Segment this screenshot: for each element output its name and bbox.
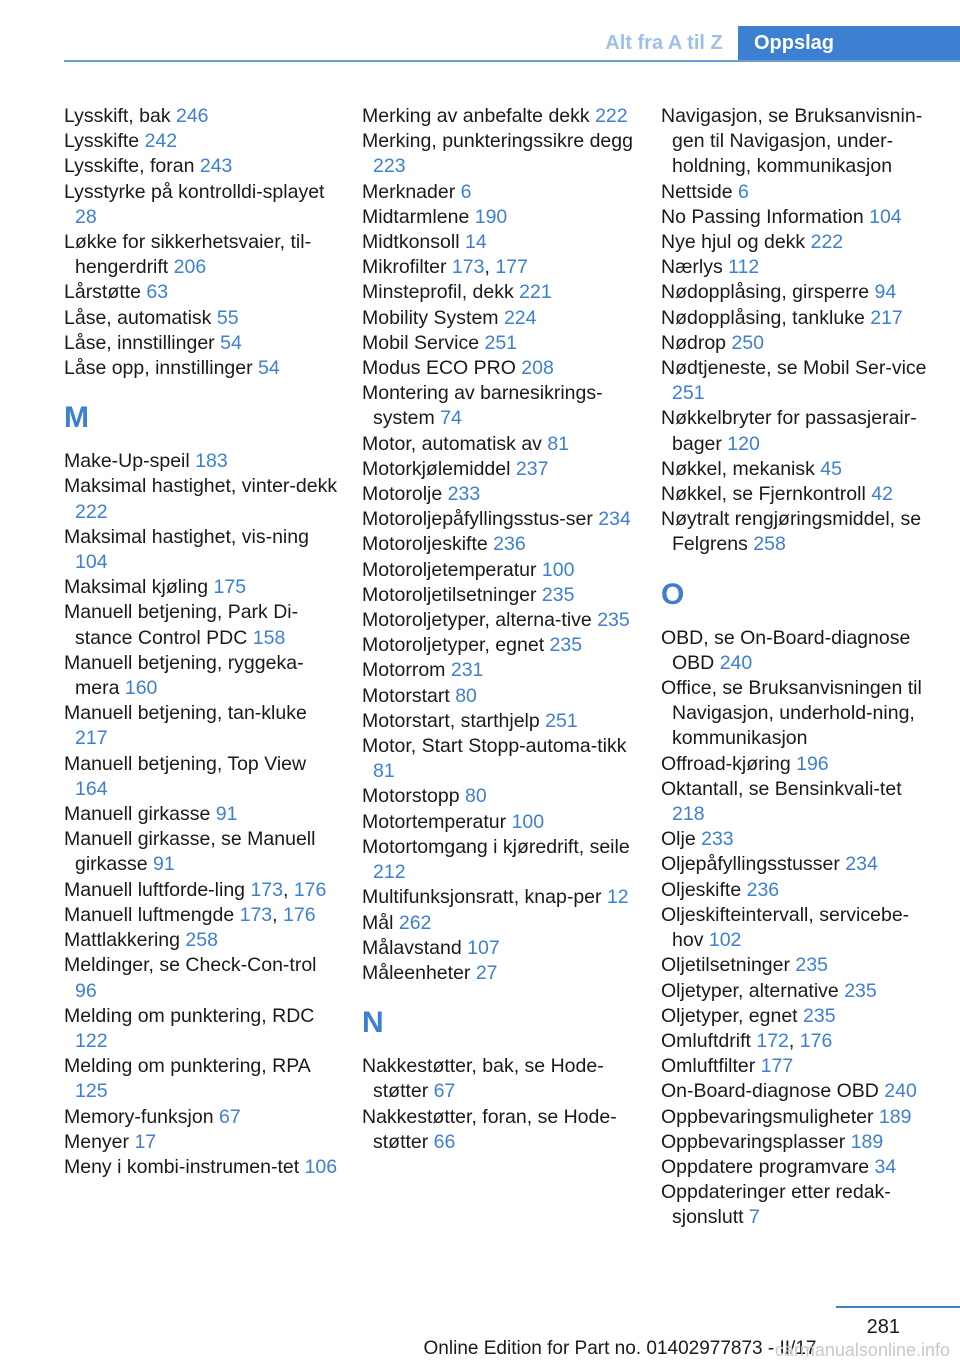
index-entry [661,1054,936,1079]
page-link[interactable]: 42 [871,483,893,506]
index-term: Nakkestøtter, foran, se Hode-støtter [362,1105,617,1153]
page-link[interactable]: 80 [464,785,487,808]
index-entry [64,878,339,903]
page-link[interactable]: 67 [218,1105,241,1128]
index-entry [64,129,339,154]
index-entry [362,810,637,835]
page-link[interactable]: 102 [708,929,742,952]
page-link[interactable]: 6 [737,180,749,203]
index-entry [64,701,339,751]
page-link[interactable]: 212 [373,861,406,884]
page-link[interactable]: 196 [796,752,829,775]
page-link[interactable]: 222 [810,231,844,254]
index-entry [661,626,936,676]
index-entry [64,230,339,280]
index-term: Oljetyper, alternative [661,979,845,1002]
page-link[interactable]: 94 [874,281,897,304]
index-entry [64,802,339,827]
index-term: Motorstart, starthjelp [362,709,546,732]
index-entry [64,449,339,474]
index-entry [362,507,637,532]
index-term: Motorkjølemiddel [362,457,516,480]
index-entry [362,658,637,683]
index-entry [362,1105,637,1155]
index-entry [661,507,936,557]
index-entry [661,777,936,827]
index-entry [362,129,637,179]
page-link[interactable]: 233 [447,483,481,506]
page-link[interactable]: 173 [239,903,273,926]
index-term: Manuell betjening, tan-kluke [64,702,307,725]
index-entry [661,1130,936,1155]
index-term: Motortemperatur [362,810,512,833]
index-entry [362,532,637,557]
index-term: Oljepåfyllingsstusser [661,853,846,876]
index-term: Låse opp, innstillinger [64,357,259,380]
page-link[interactable]: 107 [467,936,500,959]
page-link[interactable]: 189 [878,1105,912,1128]
index-term: Nakkestøtter, bak, se Hode-støtter [362,1055,604,1103]
index-term: Oljeskifte [661,878,747,901]
index-entry [64,903,339,928]
index-entry [362,734,637,784]
index-entry [661,331,936,356]
index-term: Lysskifte, foran [64,155,200,178]
page-link[interactable]: 235 [795,954,828,977]
index-entry [362,1054,637,1104]
index-term: On-Board-diagnose OBD [661,1080,885,1103]
page-link[interactable]: 235 [803,1004,836,1027]
index-term: Nødopplåsing, tankluke [661,306,871,329]
index-entry [661,230,936,255]
index-entry [661,1155,936,1180]
page-link[interactable]: 158 [252,626,286,649]
page-link[interactable]: 234 [845,853,878,876]
page-link[interactable]: 17 [134,1130,157,1153]
footer-divider [836,1306,960,1308]
index-term: Maksimal hastighet, vinter-dekk [64,475,338,498]
index-entry [362,684,637,709]
page-link[interactable]: 81 [373,760,395,783]
page-link[interactable]: 218 [672,803,705,826]
page-link[interactable]: 104 [75,551,108,574]
index-term: Omluftfilter [661,1055,761,1078]
page-link[interactable]: 206 [173,256,207,279]
page-link[interactable]: 258 [753,533,786,556]
index-entry [362,835,637,885]
index-entry [64,600,339,650]
header-divider [64,60,960,62]
page-link[interactable]: 125 [75,1080,108,1103]
page-link[interactable]: 91 [153,853,175,876]
index-term: Manuell luftforde-ling [64,878,251,901]
index-entry [64,525,339,575]
page-separator: , [282,878,294,901]
index-term: Mål [362,911,399,934]
index-term: Oktantall, se Bensinkvali-tet [661,777,902,800]
index-term: Modus ECO PRO [362,357,522,380]
index-term: Memory-funksjon [64,1105,219,1128]
index-entry [362,306,637,331]
index-term: Motoroljetyper, alterna-tive [362,609,598,632]
index-term: Mobil Service [362,331,485,354]
page-separator: , [788,1029,800,1052]
index-entry [64,306,339,331]
index-entry [661,1180,936,1230]
index-term: Oppbevaringsplasser [661,1130,851,1153]
index-entry [362,280,637,305]
page-link[interactable]: 63 [146,281,169,304]
index-term: Nøkkelbryter for passasjerair-bager [661,407,917,455]
index-entry [661,1004,936,1029]
page-link[interactable]: 236 [493,533,526,556]
index-entry [661,482,936,507]
index-term: Nettside [661,180,738,203]
index-term: Merking av anbefalte dekk [362,105,596,127]
index-entry [64,953,339,1003]
page-link[interactable]: 236 [746,878,780,901]
index-term: Motorstopp [362,785,465,808]
index-letter-heading: O [661,577,685,611]
index-entry [362,936,637,961]
page-link[interactable]: 81 [547,432,570,455]
index-term: Motor, automatisk av [362,432,548,455]
page-link[interactable]: 173 [451,256,485,279]
index-entry [362,885,637,910]
index-entry [64,1130,339,1155]
index-entry [362,356,637,381]
index-term: Oppdateringer etter redak-sjonslutt [661,1181,891,1229]
page-link[interactable]: 54 [220,331,242,354]
page-link[interactable]: 246 [175,105,209,127]
header-tab-label: Oppslag [738,26,960,60]
index-term: Manuell girkasse, se Manuell girkasse [64,828,316,876]
index-term: Motoroljetyper, egnet [362,634,550,657]
index-term: Måleenheter [362,961,476,984]
page-link[interactable]: 6 [460,180,472,203]
index-term: Oljetyper, egnet [661,1004,804,1027]
page-link[interactable]: 231 [450,659,484,682]
index-term: Navigasjon, se Bruksanvisnin-gen til Navigasjon, under-holdning, kommunikasjon [661,105,923,178]
index-entry [661,255,936,280]
page-link[interactable]: 250 [731,331,764,354]
page-link[interactable]: 104 [869,205,902,228]
index-term: Målavstand [362,936,468,959]
index-entry [661,878,936,903]
page-link[interactable]: 28 [75,205,97,228]
index-entry [64,651,339,701]
index-term: Motoroljetilsetninger [362,583,542,606]
index-entry [661,827,936,852]
page-link[interactable]: 234 [598,508,631,531]
page-link[interactable]: 251 [484,331,518,354]
index-entry [362,633,637,658]
page-link[interactable]: 221 [519,281,552,304]
page-link[interactable]: 164 [75,777,108,800]
page-link[interactable]: 80 [455,684,477,707]
index-term: Mikrofilter [362,256,452,279]
page-link[interactable]: 12 [606,886,629,909]
index-term: Manuell betjening, Park Di-stance Control PDC [64,601,299,649]
index-entry [362,457,637,482]
page-link[interactable]: 240 [719,651,753,674]
page-link[interactable]: 222 [75,500,108,523]
index-entry [64,280,339,305]
index-entry [661,903,936,953]
index-term: Oljeskifteintervall, servicebe-hov [661,903,910,952]
index-term: Midtarmlene [362,205,475,228]
index-term: Oppbevaringsmuligheter [661,1105,879,1128]
index-term: Mattlakkering [64,929,186,952]
index-term: Nye hjul og dekk [661,231,811,254]
index-entry [661,356,936,406]
page-link[interactable]: 189 [850,1130,884,1153]
index-entry [362,104,637,129]
page-link[interactable]: 208 [521,357,554,380]
page-link[interactable]: 183 [195,450,228,473]
index-entry [661,205,936,230]
index-term: Mobility System [362,306,504,329]
index-entry [661,104,936,180]
page-separator: , [484,256,496,279]
index-term: Midtkonsoll [362,231,465,254]
index-term: Nærlys [661,256,729,279]
page-link[interactable]: 106 [304,1155,338,1178]
page-link[interactable]: 160 [124,677,158,700]
index-column-1 [64,104,339,1180]
index-term: Manuell betjening, Top View [64,752,307,775]
page-link[interactable]: 55 [216,306,239,329]
page-link[interactable]: 217 [870,306,903,329]
index-term: Offroad-kjøring [661,752,797,775]
page-link[interactable]: 222 [595,105,628,127]
index-entry [362,432,637,457]
index-entry [64,180,339,230]
index-entry [661,457,936,482]
page-link[interactable]: 176 [283,903,316,926]
index-entry [362,331,637,356]
index-entry [362,381,637,431]
page-link[interactable]: 177 [495,256,528,279]
index-term: Manuell betjening, ryggeka-mera [64,651,304,700]
index-entry [362,558,637,583]
page-link[interactable]: 235 [541,583,575,606]
index-term: Maksimal kjøling [64,576,214,599]
index-term: Meny i kombi-instrumen-tet [64,1155,305,1178]
index-entry [362,608,637,633]
edition-note: Online Edition for Part no. 01402977873 - II/17 [423,1338,817,1359]
index-term: No Passing Information [661,205,870,228]
index-term: Merking, punkteringssikre degg [362,130,633,153]
index-entry [64,827,339,877]
index-term: Maksimal hastighet, vis-ning [64,525,309,548]
index-entry [661,180,936,205]
index-letter-heading: M [64,401,89,435]
index-entry [64,331,339,356]
page-link[interactable]: 100 [511,810,545,833]
page-link[interactable]: 34 [874,1155,897,1178]
index-entry [362,482,637,507]
page-link[interactable]: 91 [215,803,238,826]
page-link[interactable]: 235 [549,634,583,657]
page-link[interactable]: 14 [464,231,487,254]
index-entry [64,928,339,953]
index-entry [64,1105,339,1130]
page-link[interactable]: 172 [756,1029,789,1052]
page-link[interactable]: 242 [144,130,178,153]
index-entry [64,752,339,802]
page-number: 281 [866,1316,900,1338]
index-term: Melding om punktering, RPA [64,1055,310,1078]
index-term: Omluftdrift [661,1029,757,1052]
index-term: Lysskifte [64,130,145,153]
page-link[interactable]: 27 [475,961,498,984]
index-entry [661,306,936,331]
page-link[interactable]: 223 [373,155,406,178]
index-term: Multifunksjonsratt, knap-per [362,886,607,909]
page-link[interactable]: 217 [75,727,108,750]
index-entry [661,1079,936,1104]
index-term: Motortomgang i kjøredrift, seile [362,835,630,858]
index-term: Nøytralt rengjøringsmiddel, se Felgrens [661,508,922,556]
page-link[interactable]: 240 [884,1080,917,1103]
page-link[interactable]: 7 [748,1206,760,1229]
index-column-2 [362,104,637,1155]
page-link[interactable]: 176 [293,878,327,901]
index-entry [362,230,637,255]
index-entry [661,1029,936,1054]
index-entry [362,205,637,230]
index-term: Manuell luftmengde [64,903,240,926]
page-link[interactable]: 175 [213,576,247,599]
index-entry [661,406,936,456]
index-term: Minsteprofil, dekk [362,281,520,304]
index-entry [362,255,637,280]
index-term: Motorolje [362,483,448,506]
index-term: Lysstyrke på kontrolldi-splayet [64,180,325,203]
page-link[interactable]: 235 [844,979,877,1002]
page-link[interactable]: 262 [398,911,432,934]
index-term: Motorrom [362,659,451,682]
index-entry [64,575,339,600]
index-entry [64,104,339,129]
index-entry [362,709,637,734]
page-link[interactable]: 243 [199,155,233,178]
page-link[interactable]: 173 [250,878,283,901]
index-entry [661,676,936,752]
index-term: Oppdatere programvare [661,1155,875,1178]
page-link[interactable]: 251 [545,709,578,732]
page-link[interactable]: 237 [515,457,549,480]
index-letter-heading: N [362,1006,384,1040]
page-link[interactable]: 190 [474,205,508,228]
page-link[interactable]: 74 [440,407,462,430]
page-link[interactable]: 251 [672,382,705,405]
index-column-3 [661,104,936,1231]
page-link[interactable]: 258 [185,929,218,952]
index-term: Manuell girkasse [64,803,216,826]
index-entry [661,953,936,978]
index-entry [661,280,936,305]
page-link[interactable]: 96 [75,979,97,1002]
index-entry [64,474,339,524]
index-entry [362,180,637,205]
index-term: Nødtjeneste, se Mobil Ser-vice [661,357,927,380]
index-term: Make-Up-speil [64,450,196,473]
index-entry [661,852,936,877]
index-term: Nødrop [661,331,732,354]
index-term: Montering av barnesikrings-system [362,382,603,430]
page-link[interactable]: 235 [597,609,630,632]
index-entry [661,979,936,1004]
page-link[interactable]: 176 [799,1029,833,1052]
index-term: Nøkkel, se Fjernkontroll [661,483,872,506]
index-term: Melding om punktering, RDC [64,1004,315,1027]
page-link[interactable]: 66 [433,1130,456,1153]
index-term: Nødopplåsing, girsperre [661,281,875,304]
page-link[interactable]: 177 [760,1055,794,1078]
page-link[interactable]: 54 [258,357,280,380]
index-term: OBD, se On-Board-diagnose OBD [661,626,911,674]
page-link[interactable]: 122 [75,1029,108,1052]
index-term: Lårstøtte [64,281,147,304]
page-link[interactable]: 224 [503,306,537,329]
index-term: Motoroljetemperatur [362,558,542,581]
index-term: Løkke for sikkerhetsvaier, til-hengerdrift [64,231,312,279]
index-term: Låse, innstillinger [64,331,221,354]
index-term: Motoroljepåfyllingsstus-ser [362,508,599,531]
page-link[interactable]: 45 [820,457,842,480]
header-section-title: Alt fra A til Z [605,32,723,54]
index-entry [64,154,339,179]
index-term: Låse, automatisk [64,306,217,329]
page-link[interactable]: 112 [728,256,760,279]
index-term: Nøkkel, mekanisk [661,457,821,480]
index-term: Olje [661,828,702,851]
page-link[interactable]: 233 [701,828,734,851]
index-term: Menyer [64,1130,135,1153]
index-entry [362,961,637,986]
index-entry [362,784,637,809]
index-entry [64,1155,339,1180]
index-entry [64,1004,339,1054]
index-entry [661,1105,936,1130]
index-entry [362,583,637,608]
index-term: Merknader [362,180,461,203]
watermark-text: carmanualsonline.info [774,1340,950,1360]
page-link[interactable]: 100 [541,558,575,581]
index-term: Meldinger, se Check-Con-trol [64,954,317,977]
index-term: Oljetilsetninger [661,954,796,977]
index-entry [362,911,637,936]
index-term: Motoroljeskifte [362,533,494,556]
page-link[interactable]: 67 [433,1080,456,1103]
index-term: Office, se Bruksanvisningen til Navigasjon, underhold-ning, kommunikasjon [661,677,922,750]
index-entry [64,1054,339,1104]
index-term: Motor, Start Stopp-automa-tikk [362,735,627,758]
page-link[interactable]: 120 [727,432,760,455]
index-entry [64,356,339,381]
page-separator: , [272,903,283,926]
index-term: Lysskift, bak [64,105,176,127]
index-term: Motorstart [362,684,456,707]
index-entry [661,752,936,777]
